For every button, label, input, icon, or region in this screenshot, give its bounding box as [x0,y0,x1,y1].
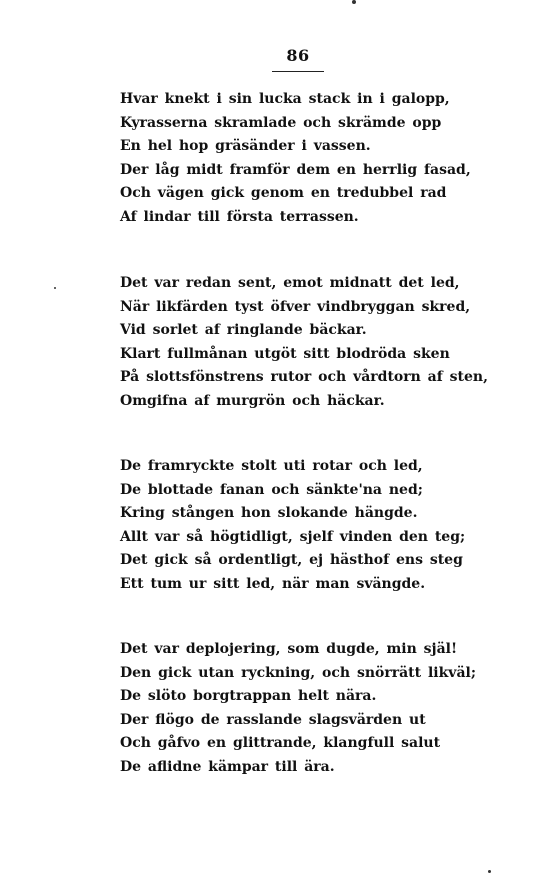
verse-line: Omgifna af murgrön och häckar. [120,392,385,409]
verse-line: Och vägen gick genom en tredubbel rad [120,185,447,201]
verse-line: De blottade fanan och sänkte'na ned; [120,481,423,498]
stanza-3 [120,455,466,596]
page-number-rule [272,71,324,72]
ink-speck-bottom [488,870,491,873]
ink-speck-top [352,0,356,4]
verse-line: Det gick så ordentligt, ej hästhof ens steg [120,552,463,568]
verse-line: Kyrasserna skramlade och skrämde opp [120,114,442,131]
verse-line: Kring stången hon slokande hängde. [120,505,418,521]
verse-line: Vid sorlet af ringlande bäckar. [120,322,367,338]
ink-speck-margin [54,287,56,289]
verse-line: På slottsfönstrens rutor och vårdtorn af sten, [120,369,488,385]
verse-line: Klart fullmånan utgöt sitt blodröda sken [120,345,450,362]
verse-line: Der låg midt framför dem en herrlig fasad, [120,161,471,178]
stanza-1 [120,88,471,229]
verse-line: Det var redan sent, emot midnatt det led, [120,275,460,291]
verse-line: Der flögo de rasslande slagsvärden ut [120,711,426,728]
verse-line: Hvar knekt i sin lucka stack in i galopp, [120,91,450,107]
page-number: 86 [286,46,310,65]
stanza-2 [120,272,488,413]
verse-line: Ett tum ur sitt led, när man svängde. [120,575,426,592]
verse-line: De aflidne kämpar till ära. [120,758,335,775]
verse-line: Allt var så högtidligt, sjelf vinden den teg; [120,528,466,545]
verse-line: En hel hop gräsänder i vassen. [120,138,371,154]
verse-line: De framryckte stolt uti rotar och led, [120,458,423,474]
stanza-4 [120,638,476,779]
verse-line: Det var deplojering, som dugde, min själ! [120,641,458,657]
verse-line: De slöto borgtrappan helt nära. [120,688,377,704]
verse-line: Af lindar till första terrassen. [120,208,359,225]
verse-line: Den gick utan ryckning, och snörrätt likväl; [120,664,476,681]
verse-line: När likfärden tyst öfver vindbryggan skred, [120,298,471,315]
verse-line: Och gåfvo en glittrande, klangfull salut [120,735,441,751]
